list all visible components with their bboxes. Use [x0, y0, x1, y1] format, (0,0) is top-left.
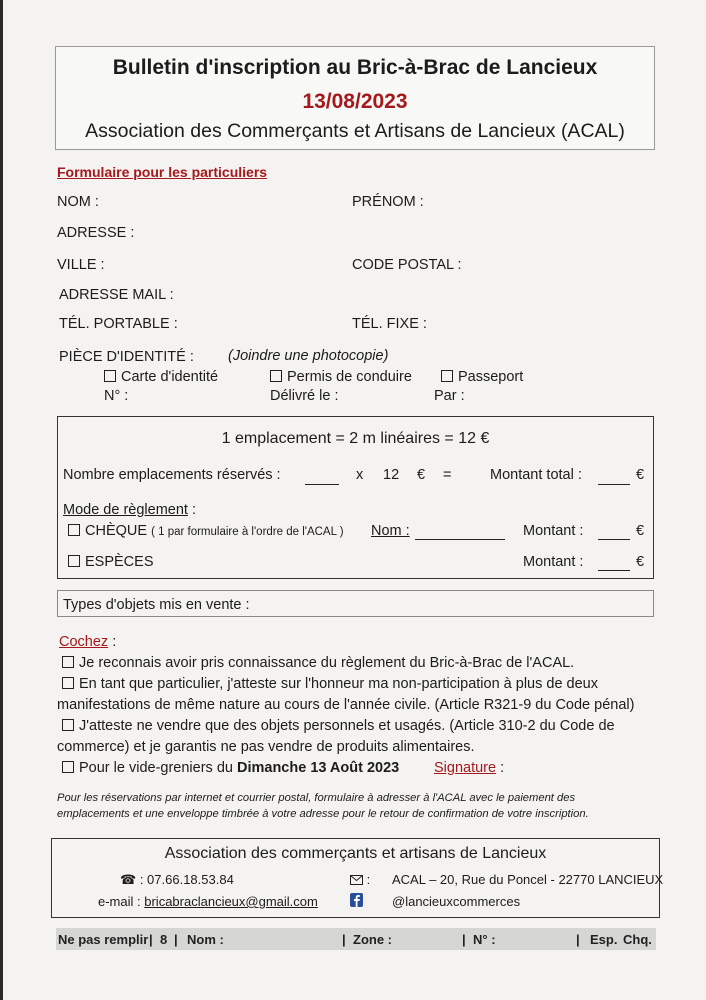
facebook-icon: [350, 893, 363, 912]
note-line-2: emplacements et une enveloppe timbrée à votre adresse pour le retour de confirmation de votre inscription.: [57, 808, 589, 820]
especes-montant-field[interactable]: [598, 555, 630, 571]
montant-total-field[interactable]: [598, 470, 630, 485]
footer-zone: Zone :: [353, 932, 392, 947]
checkbox-carte-identite[interactable]: Carte d'identité: [104, 369, 218, 385]
prenom-label: PRÉNOM :: [352, 194, 424, 210]
code-postal-label: CODE POSTAL :: [352, 257, 462, 273]
cochez-item-2[interactable]: En tant que particulier, j'atteste sur l'honneur ma non-participation à plus de deux: [62, 674, 598, 695]
page-title: Bulletin d'inscription au Bric-à-Brac de Lancieux: [112, 56, 598, 79]
email-link[interactable]: bricabraclancieux@gmail.com: [144, 894, 318, 909]
sep: |: [149, 932, 153, 947]
checkbox-icon: [62, 719, 74, 731]
cochez-item-4[interactable]: Pour le vide-greniers du Dimanche 13 Août 2023: [62, 758, 399, 779]
mode-reglement-label: Mode de règlement :: [63, 502, 196, 518]
adresse-mail-label: ADRESSE MAIL :: [59, 287, 174, 303]
footer-nom: Nom :: [187, 932, 224, 947]
especes-euro: €: [636, 554, 645, 570]
contact-facebook: @lancieuxcommerces: [392, 894, 521, 909]
checkbox-icon: [270, 370, 282, 382]
montant-total-label: Montant total :: [490, 467, 582, 483]
cheque-euro: €: [636, 523, 645, 539]
delivre-label: Délivré le :: [270, 388, 339, 404]
cochez-item-3[interactable]: J'atteste ne vendre que des objets personnels et usagés. (Article 310-2 du Code de: [62, 716, 615, 737]
total-euro: €: [636, 467, 645, 483]
footer-number: 8: [160, 932, 168, 947]
checkbox-icon: [62, 677, 74, 689]
checkbox-especes[interactable]: ESPÈCES: [68, 554, 154, 570]
office-use-bar: [56, 928, 656, 950]
ville-label: VILLE :: [57, 257, 105, 273]
cheque-nom-field[interactable]: [415, 524, 505, 540]
sep: |: [576, 932, 580, 947]
sep: |: [462, 932, 466, 947]
checkbox-icon: [68, 555, 80, 567]
tel-portable-label: TÉL. PORTABLE :: [59, 316, 178, 332]
nb-emplacements-field[interactable]: [305, 470, 339, 485]
numero-label: N° :: [104, 388, 129, 404]
unit-price: 12: [383, 467, 400, 483]
mail-icon-row: :: [350, 872, 370, 887]
nom-label: NOM :: [57, 194, 99, 210]
unit-euro: €: [417, 467, 426, 483]
contact-phone-row: ☎ : 07.66.18.53.84: [120, 872, 234, 887]
equals-sign: =: [443, 467, 452, 483]
photocopie-note: (Joindre une photocopie): [228, 348, 389, 364]
footer-chq: Chq.: [623, 932, 652, 947]
objets-label: Types d'objets mis en vente :: [63, 597, 250, 613]
footer-esp: Esp.: [590, 932, 618, 947]
event-date: 13/08/2023: [302, 90, 408, 113]
envelope-icon: [350, 875, 363, 885]
note-line-1: Pour les réservations par internet et courrier postal, formulaire à adresser à l'ACAL avec le paiement des: [57, 792, 576, 804]
contact-address: ACAL – 20, Rue du Poncel - 22770 LANCIEUX: [392, 872, 664, 887]
paper-edge-shadow: [0, 0, 3, 1000]
especes-montant-label: Montant :: [523, 554, 584, 570]
ne-pas-remplir: Ne pas remplir: [58, 932, 149, 947]
cochez-item-2-line-2: manifestations de même nature au cours de l'année civile. (Article R321-9 du Code pénal): [57, 697, 635, 713]
sep: |: [174, 932, 178, 947]
footer-n: N° :: [473, 932, 496, 947]
cochez-item-1[interactable]: Je reconnais avoir pris connaissance du règlement du Bric-à-Brac de l'ACAL.: [62, 653, 574, 674]
cheque-nom-label: Nom :: [371, 523, 410, 539]
checkbox-permis[interactable]: Permis de conduire: [270, 369, 412, 385]
contact-email-row: e-mail : bricabraclancieux@gmail.com: [98, 894, 318, 909]
phone-icon: ☎: [120, 872, 137, 887]
cheque-montant-label: Montant :: [523, 523, 584, 539]
contact-title: Association des commerçants et artisans de Lancieux: [164, 845, 547, 862]
cochez-item-3-line-2: commerce) et je garantis ne pas vendre de produits alimentaires.: [57, 739, 475, 755]
times-sign: x: [356, 467, 364, 483]
cheque-montant-field[interactable]: [598, 524, 630, 540]
pricing-headline: 1 emplacement = 2 m linéaires = 12 €: [221, 430, 490, 447]
association-name: Association des Commerçants et Artisans de Lancieux (ACAL): [85, 120, 625, 142]
sep: |: [342, 932, 346, 947]
section-title: Formulaire pour les particuliers: [57, 164, 268, 180]
checkbox-icon: [68, 524, 80, 536]
checkbox-icon: [441, 370, 453, 382]
checkbox-passeport[interactable]: Passeport: [441, 369, 523, 385]
adresse-label: ADRESSE :: [57, 225, 135, 241]
checkbox-icon: [104, 370, 116, 382]
checkbox-icon: [62, 761, 74, 773]
checkbox-icon: [62, 656, 74, 668]
nb-emplacements-label: Nombre emplacements réservés :: [63, 467, 281, 483]
checkbox-cheque[interactable]: CHÈQUE ( 1 par formulaire à l'ordre de l'ACAL ): [68, 523, 344, 539]
signature-label: Signature :: [434, 760, 505, 776]
par-label: Par :: [434, 388, 465, 404]
piece-identite-label: PIÈCE D'IDENTITÉ :: [59, 349, 194, 365]
cochez-title: Cochez :: [59, 634, 117, 650]
tel-fixe-label: TÉL. FIXE :: [352, 316, 427, 332]
